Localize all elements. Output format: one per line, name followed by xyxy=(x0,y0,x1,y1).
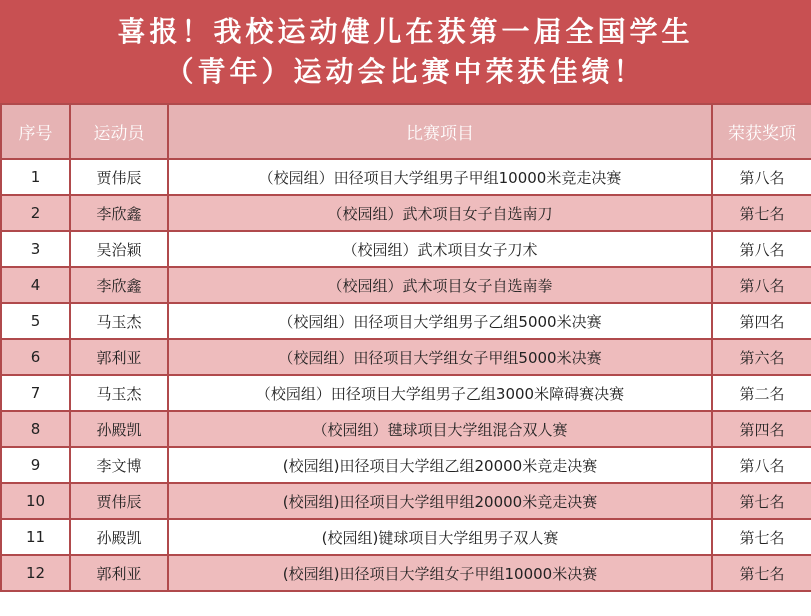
cell-index: 8 xyxy=(1,411,70,447)
table-row xyxy=(1,519,811,555)
cell-event: （校园组）毽球项目大学组混合双人赛 xyxy=(168,411,712,447)
cell-event: （校园组）武术项目女子刀术 xyxy=(168,231,712,267)
cell-event: （校园组）田径项目大学组女子甲组5000米决赛 xyxy=(168,339,712,375)
cell-award: 第八名 xyxy=(712,267,811,303)
cell-event: （校园组）武术项目女子自选南拳 xyxy=(168,267,712,303)
cell-award: 第七名 xyxy=(712,483,811,519)
cell-index: 7 xyxy=(1,375,70,411)
cell-event: (校园组)键球项目大学组男子双人赛 xyxy=(168,519,712,555)
title-banner xyxy=(0,0,811,103)
cell-athlete: 孙殿凯 xyxy=(70,411,168,447)
cell-award: 第二名 xyxy=(712,375,811,411)
cell-athlete: 郭利亚 xyxy=(70,339,168,375)
cell-index: 9 xyxy=(1,447,70,483)
cell-athlete: 孙殿凯 xyxy=(70,519,168,555)
header-award: 荣获奖项 xyxy=(712,104,811,159)
cell-athlete: 马玉杰 xyxy=(70,375,168,411)
cell-athlete: 贾伟辰 xyxy=(70,159,168,195)
cell-index: 12 xyxy=(1,555,70,591)
cell-award: 第六名 xyxy=(712,339,811,375)
cell-event: (校园组)田径项目大学组甲组20000米竞走决赛 xyxy=(168,483,712,519)
table-row xyxy=(1,555,811,591)
table-row xyxy=(1,231,811,267)
results-table xyxy=(0,103,811,592)
cell-award: 第七名 xyxy=(712,195,811,231)
results-body xyxy=(1,159,811,591)
cell-event: (校园组)田径项目大学组乙组20000米竞走决赛 xyxy=(168,447,712,483)
table-row xyxy=(1,339,811,375)
cell-athlete: 吴治颖 xyxy=(70,231,168,267)
table-row xyxy=(1,411,811,447)
cell-event: （校园组）田径项目大学组男子乙组5000米决赛 xyxy=(168,303,712,339)
header-event: 比赛项目 xyxy=(168,104,712,159)
cell-athlete: 李欣鑫 xyxy=(70,267,168,303)
cell-index: 2 xyxy=(1,195,70,231)
cell-index: 4 xyxy=(1,267,70,303)
table-row xyxy=(1,267,811,303)
header-index: 序号 xyxy=(1,104,70,159)
cell-athlete: 李欣鑫 xyxy=(70,195,168,231)
table-row xyxy=(1,303,811,339)
table-row xyxy=(1,195,811,231)
title-line-1: 喜报！我校运动健儿在获第一届全国学生 xyxy=(117,14,694,48)
cell-index: 3 xyxy=(1,231,70,267)
cell-index: 1 xyxy=(1,159,70,195)
header-row xyxy=(1,104,811,159)
table-row xyxy=(1,375,811,411)
cell-event: （校园组）武术项目女子自选南刀 xyxy=(168,195,712,231)
cell-event: （校园组）田径项目大学组男子甲组10000米竞走决赛 xyxy=(168,159,712,195)
cell-athlete: 郭利亚 xyxy=(70,555,168,591)
cell-index: 5 xyxy=(1,303,70,339)
cell-award: 第八名 xyxy=(712,447,811,483)
cell-award: 第八名 xyxy=(712,159,811,195)
cell-event: (校园组)田径项目大学组女子甲组10000米决赛 xyxy=(168,555,712,591)
cell-index: 6 xyxy=(1,339,70,375)
cell-athlete: 李文博 xyxy=(70,447,168,483)
cell-index: 11 xyxy=(1,519,70,555)
table-row xyxy=(1,483,811,519)
cell-award: 第四名 xyxy=(712,303,811,339)
title-line-2: （青年）运动会比赛中荣获佳绩！ xyxy=(165,54,646,88)
table-row xyxy=(1,447,811,483)
cell-event: （校园组）田径项目大学组男子乙组3000米障碍赛决赛 xyxy=(168,375,712,411)
cell-award: 第七名 xyxy=(712,519,811,555)
cell-award: 第八名 xyxy=(712,231,811,267)
cell-award: 第七名 xyxy=(712,555,811,591)
header-athlete: 运动员 xyxy=(70,104,168,159)
table-row xyxy=(1,159,811,195)
cell-award: 第四名 xyxy=(712,411,811,447)
cell-index: 10 xyxy=(1,483,70,519)
cell-athlete: 马玉杰 xyxy=(70,303,168,339)
cell-athlete: 贾伟辰 xyxy=(70,483,168,519)
